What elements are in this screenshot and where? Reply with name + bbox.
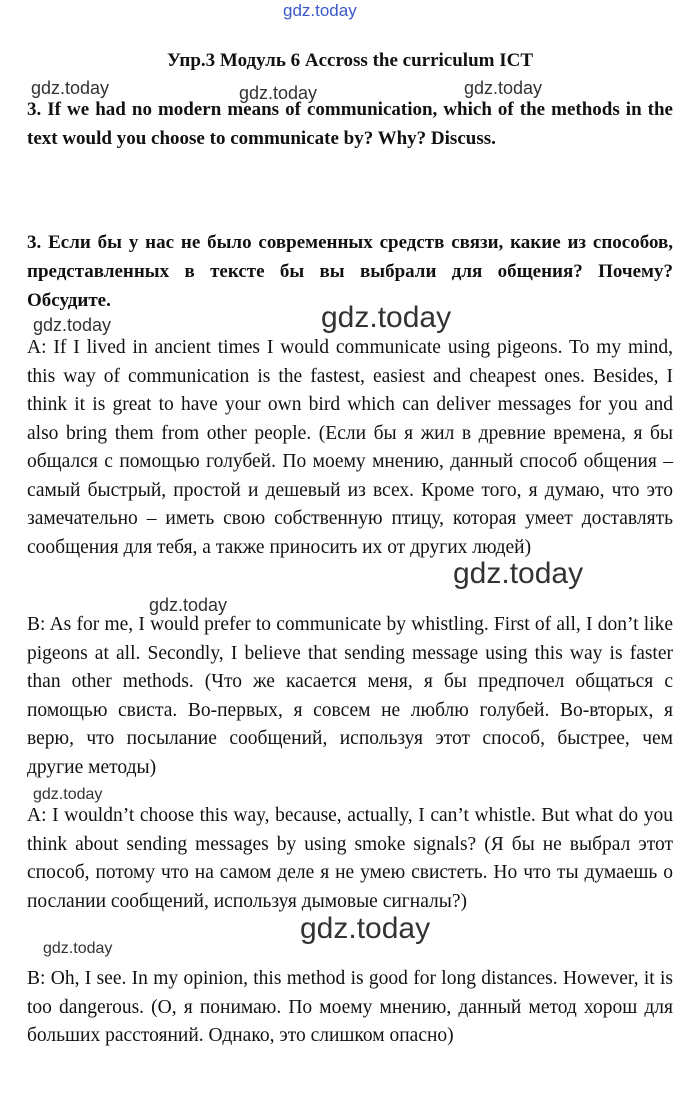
watermark-top[interactable]: gdz.today [283,1,357,20]
watermark-after-a1: gdz.today [453,557,584,590]
watermark-big-center: gdz.today [321,301,452,334]
document-page [27,0,673,1114]
watermark-big-a2: gdz.today [300,912,431,945]
dialogue-a2: A: I wouldn’t choose this way, because, actually, I can’t whistle. But what do you think about sending messages by using smoke signals? (Я бы не выбрал этот способ, потому что на самом деле я не умею свистеть. Но что ты думаешь о послании сообщений, используя дымовые сигналы?) [27,805,673,912]
watermark-left: gdz.today [31,78,110,98]
watermark-before-b1: gdz.today [149,595,228,615]
watermark-right: gdz.today [464,78,543,98]
watermark-before-b2: gdz.today [43,940,113,957]
question-russian: 3. Если бы у нас не было современных средств связи, какие из способов, представленных в тексте бы вы выбрали для общения? Почему? Обсудите. [27,232,673,311]
question-english: 3. If we had no modern means of communication, which of the methods in the text would you choose to communicate by? Why? Discuss. [27,99,673,149]
watermark-mid: gdz.today [239,83,318,103]
watermark-before-a1: gdz.today [33,315,112,335]
watermark-before-a2: gdz.today [33,786,103,803]
dialogue-b1: B: As for me, I would prefer to communicate by whistling. First of all, I don’t like pigeons at all. Secondly, I believe that sending message using this way is faster than other methods. (Что же касается меня, я бы предпочел общаться с помощью свиста. Во-первых, я совсем не люблю голубей. Во-вторых, я верю, что посылание сообщений, используя этот способ, быстрее, чем другие методы) [27,614,673,778]
dialogue-a1: A: If I lived in ancient times I would communicate using pigeons. To my mind, this way of communication is the fastest, easiest and cheapest ones. Besides, I think it is great to have your own bird which can deliver messages for you and also bring them from other people. (Если бы я жил в древние времена, я бы общался с помощью голубей. По моему мнению, данный способ общения – самый быстрый, простой и дешевый из всех. Кроме того, я думаю, что это замечательно – иметь свою собственную птицу, которая умеет доставлять сообщения для тебя, а также приносить их от других людей) [27,337,673,558]
page-title: Упр.3 Модуль 6 Accross the curriculum ICT [166,50,534,71]
dialogue-b2: B: Oh, I see. In my opinion, this method is good for long distances. However, it is too dangerous. (О, я понимаю. По моему мнению, данный метод хорош для больших расстояний. Однако, это слишком опасно) [27,968,673,1046]
